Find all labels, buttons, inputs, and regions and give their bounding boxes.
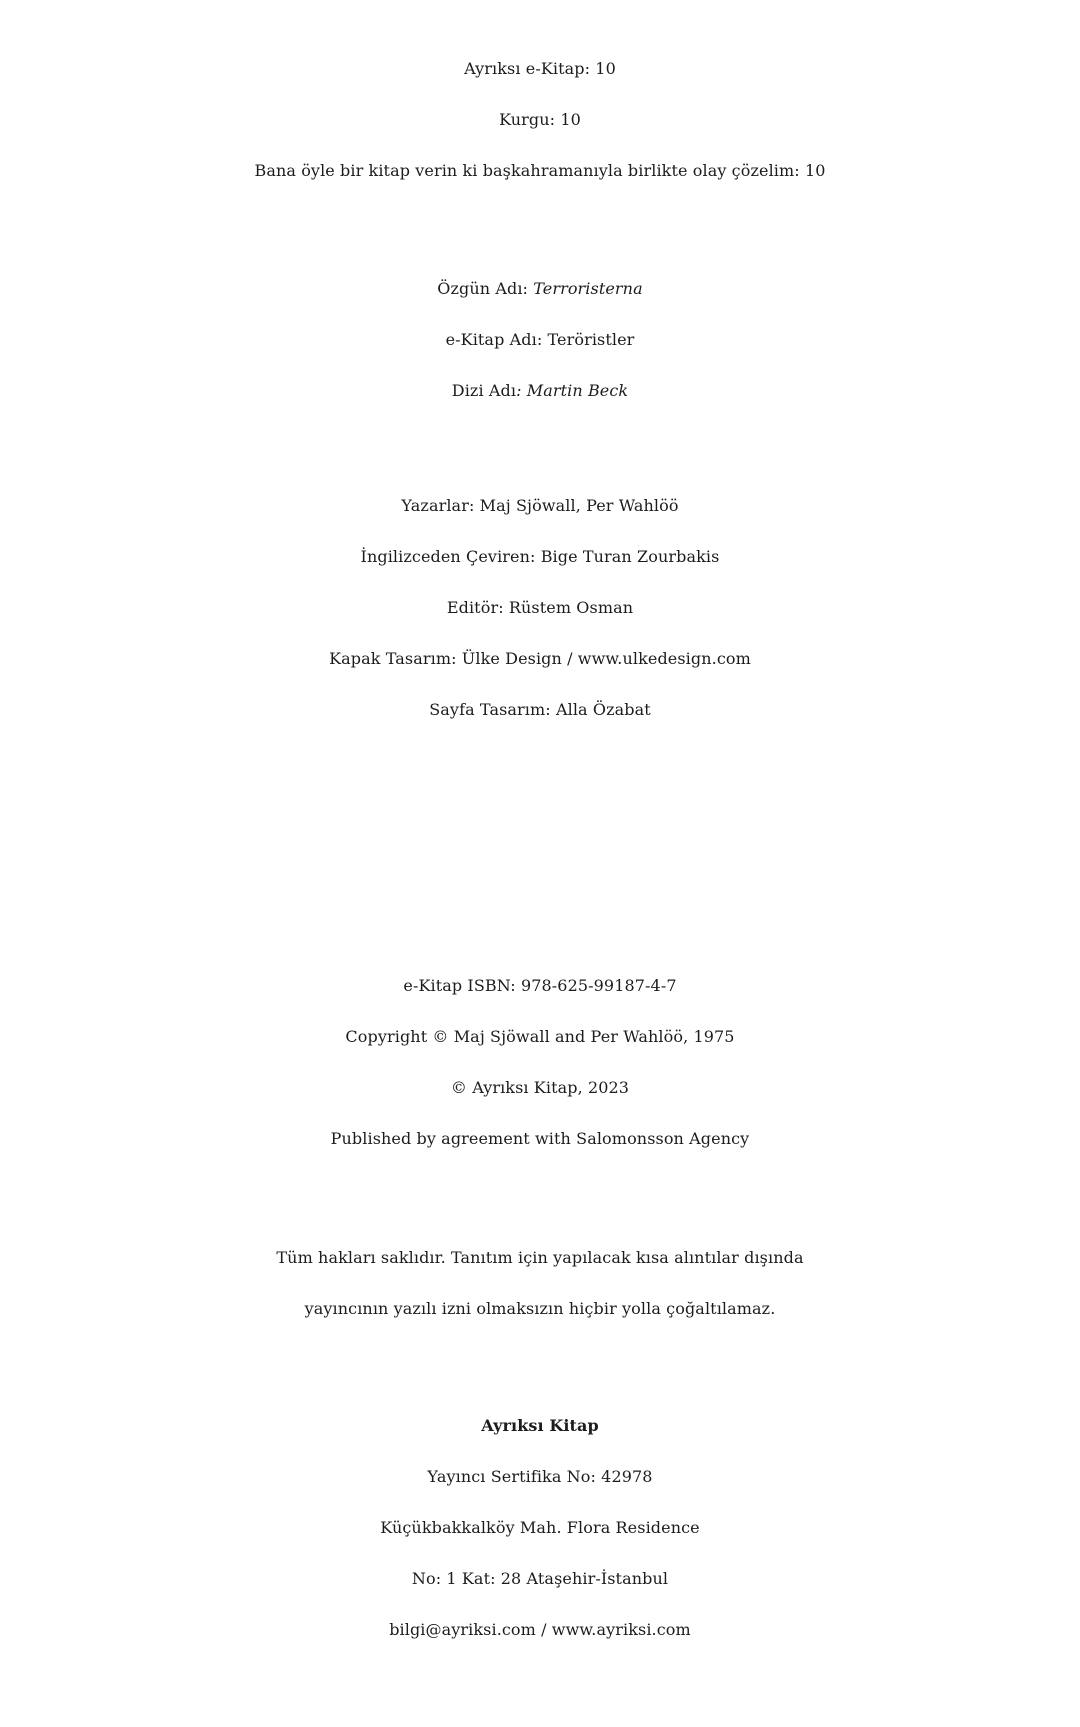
series-title-value: : Martin Beck (516, 381, 629, 400)
ebook-title-value: Teröristler (547, 330, 635, 349)
page-design-line: Sayfa Tasarım: Alla Özabat (429, 700, 651, 719)
address-line-1: Küçükbakkalköy Mah. Flora Residence (380, 1518, 700, 1537)
contact-line: bilgi@ayriksi.com / www.ayriksi.com (389, 1620, 691, 1639)
rights-line-1: Tüm hakları saklıdır. Tanıtım için yapılacak kısa alıntılar dışında (276, 1248, 804, 1267)
ebook-title-line (0, 314, 1080, 365)
authors-line: Yazarlar: Maj Sjöwall, Per Wahlöö (401, 496, 679, 515)
rights-line-2: yayıncının yazılı izni olmaksızın hiçbir yolla çoğaltılamaz. (304, 1299, 776, 1318)
series-title-line (0, 365, 1080, 416)
titles-block (0, 263, 1080, 416)
series-number-line: Ayrıksı e-Kitap: 10 (464, 59, 616, 78)
cover-design-line: Kapak Tasarım: Ülke Design / www.ulkedesign.com (329, 649, 751, 668)
rights-block (0, 1232, 1080, 1334)
original-title-line (0, 263, 1080, 314)
series-title-label: Dizi Adı (451, 381, 517, 400)
publisher-name: Ayrıksı Kitap (481, 1416, 599, 1435)
agreement-line: Published by agreement with Salomonsson Agency (330, 1129, 750, 1148)
certificate-line: Yayıncı Sertifika No: 42978 (427, 1467, 653, 1486)
original-title-label: Özgün Adı: (437, 279, 534, 298)
genre-number-line: Kurgu: 10 (499, 110, 581, 129)
publisher-block (0, 1400, 1080, 1655)
copyright-line: Copyright © Maj Sjöwall and Per Wahlöö, 1975 (345, 1027, 735, 1046)
original-title-value: Terroristerna (533, 279, 643, 298)
ebook-title-label: e-Kitap Adı: (445, 330, 548, 349)
publisher-copyright-line: © Ayrıksı Kitap, 2023 (450, 1078, 630, 1097)
copyright-block (0, 960, 1080, 1164)
subseries-number-line: Bana öyle bir kitap verin ki başkahramanıyla birlikte olay çözelim: 10 (254, 161, 826, 180)
credits-block (0, 480, 1080, 735)
translator-line: İngilizceden Çeviren: Bige Turan Zourbakis (360, 547, 720, 566)
isbn-line: e-Kitap ISBN: 978-625-99187-4-7 (403, 976, 677, 995)
editor-line: Editör: Rüstem Osman (446, 598, 634, 617)
series-info-block (0, 43, 1080, 196)
address-line-2: No: 1 Kat: 28 Ataşehir-İstanbul (411, 1569, 669, 1588)
